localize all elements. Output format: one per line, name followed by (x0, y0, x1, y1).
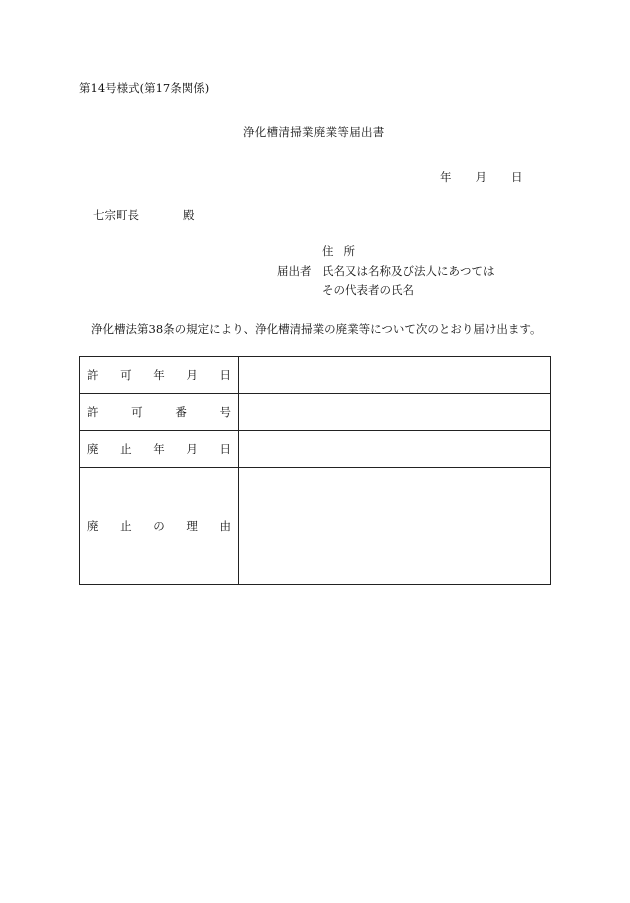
label-char: 日 (219, 368, 231, 382)
permit-number-label (80, 394, 239, 431)
representative-label: その代表者の氏名 (322, 283, 414, 297)
table-row (80, 394, 551, 431)
date-day-label: 日 (511, 170, 523, 184)
label-char: 月 (186, 442, 198, 456)
addressee (93, 207, 195, 223)
label-char: 許 (87, 405, 99, 419)
date-line (440, 169, 523, 185)
label-char: 可 (131, 405, 143, 419)
permit-date-label (80, 357, 239, 394)
form-number: 第14号様式(第17条関係) (79, 81, 210, 95)
closure-reason-field[interactable] (239, 468, 551, 585)
address-label: 住所 (322, 244, 365, 258)
statement-text: 浄化槽法第38条の規定により、浄化槽清掃業の廃業等について次のとおり届け出ます。 (91, 322, 542, 336)
table-row (80, 357, 551, 394)
notifier-label: 届出者 (277, 264, 312, 278)
closure-date-label (80, 431, 239, 468)
label-char: 止 (120, 519, 132, 533)
addressee-name: 七宗町長 (93, 208, 139, 222)
label-char: 理 (186, 519, 198, 533)
date-year-label: 年 (440, 170, 452, 184)
date-month-label: 月 (475, 170, 487, 184)
label-char: 番 (175, 405, 187, 419)
name-label: 氏名又は名称及び法人にあつては (322, 264, 495, 278)
closure-reason-label (80, 468, 239, 585)
label-char: 日 (219, 442, 231, 456)
label-char: 止 (120, 442, 132, 456)
closure-date-field[interactable] (239, 431, 551, 468)
permit-number-field[interactable] (239, 394, 551, 431)
label-char: 号 (219, 405, 231, 419)
addressee-honorific: 殿 (183, 208, 195, 222)
label-char: 廃 (87, 442, 99, 456)
label-char: 月 (186, 368, 198, 382)
document-title: 浄化槽清掃業廃業等届出書 (243, 125, 385, 139)
label-char: 年 (153, 442, 165, 456)
label-char: 許 (87, 368, 99, 382)
table-row (80, 431, 551, 468)
label-char: の (153, 519, 165, 533)
label-char: 年 (153, 368, 165, 382)
label-char: 廃 (87, 519, 99, 533)
label-char: 由 (219, 519, 231, 533)
permit-date-field[interactable] (239, 357, 551, 394)
label-char: 可 (120, 368, 132, 382)
table-row (80, 468, 551, 585)
details-table (79, 356, 551, 585)
